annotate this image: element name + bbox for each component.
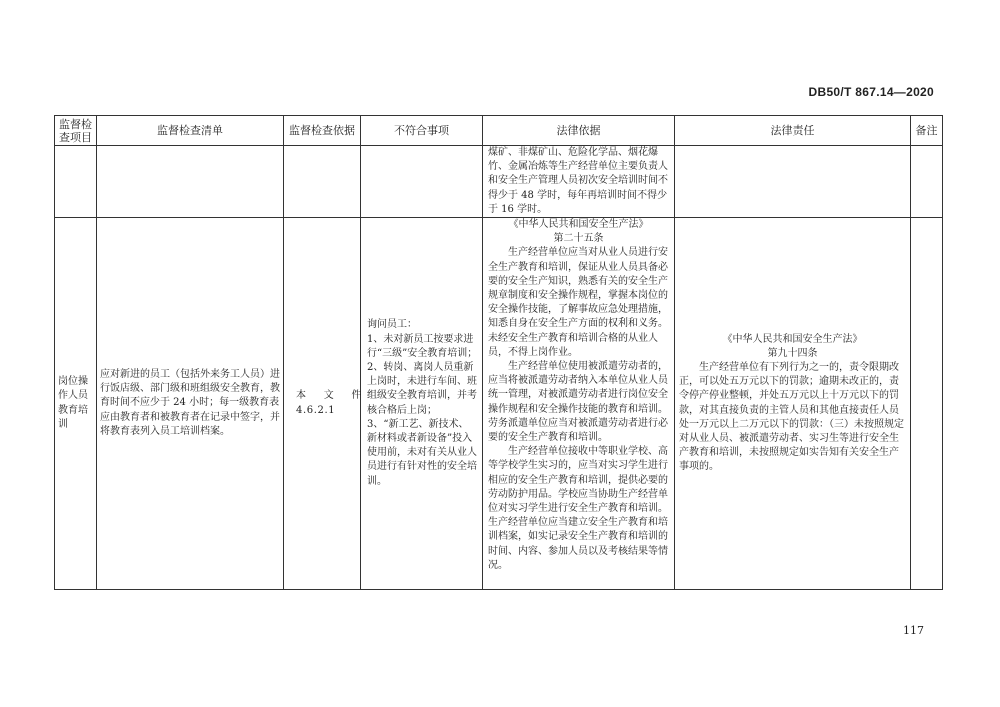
basis-clause-number: 4.6.2.1 [296,404,336,416]
resp-article: 第九十四条 [767,347,818,359]
cell-basis [284,146,361,218]
law-paragraph: 生产经营单位应当建立安全生产教育和培训档案，如实记录安全生产教育和培训的时间、内容、参加人员以及考核结果等情况。 [488,517,668,571]
law-title: 《中华人民共和国安全生产法》 [508,219,649,231]
cell-basis [284,218,361,590]
col-header-item: 监督检查项目 [55,116,97,146]
col-header-basis: 监督检查依据 [284,116,361,146]
law-paragraph: 生产经营单位使用被派遣劳动者的，应当将被派遣劳动者纳入本单位从业人员统一管理，对被派遣劳动者进行岗位安全操作规程和安全操作技能的教育和培训。劳务派遣单位应当对被派遣劳动者进行必要的安全生产教育和培训。 [488,361,668,444]
law-paragraph: 生产经营单位应当对从业人员进行安全生产教育和培训，保证从业人员具备必要的安全生产知识，熟悉有关的安全生产规章制度和安全操作规程，掌握本岗位的安全操作技能，了解事故应急处理措施，知悉自身在安全生产方面的权利和义务。未经安全生产教育和培训合格的从业人员，不得上岗作业。 [488,247,668,358]
law-paragraph: 生产经营单位接收中等职业学校、高等学校学生实习的，应当对实习学生进行相应的安全生产教育和培训，提供必要的劳动防护用品。学校应当协助生产经营单位对实习学生进行安全生产教育和培训。 [488,446,668,515]
page-number: 117 [903,624,924,637]
cell-issues [361,218,483,590]
col-header-issues: 不符合事项 [361,116,483,146]
cell-item [55,146,97,218]
cell-item: 岗位操作人员教育培训 [55,218,97,590]
issue-item: 询问员工： [367,319,417,331]
cell-remarks [911,146,943,218]
document-code: DB50/T 867.14—2020 [808,85,934,99]
table-row [55,146,943,218]
basis-document-ref [296,389,362,403]
table-header-row [55,116,943,146]
col-header-remarks: 备注 [911,116,943,146]
cell-responsibility [675,146,911,218]
resp-text: 生产经营单位有下列行为之一的，责令限期改正，可以处五万元以下的罚款；逾期未改正的，责令停产停业整顿，并处五万元以上十万元以下的罚款，对其直接负责的主管人员和其他直接责任人员处一万元以上二万元以下的罚款：（三）未按照规定对从业人员、被派遣劳动者、实习生等进行安全生产教育和培训，未按照规定如实告知有关安全生产事项的。 [679,361,904,473]
resp-title: 《中华人民共和国安全生产法》 [722,333,863,345]
cell-responsibility [675,218,911,590]
basis-char: 件 [351,390,362,402]
issue-item: 2、转岗、离岗人员重新上岗时，未进行车间、班组级安全教育培训，并考核合格后上岗； [367,361,477,416]
cell-remarks [911,218,943,590]
basis-char: 文 [323,390,335,402]
issue-item: 1、未对新员工按要求进行“三级”安全教育培训； [367,333,478,359]
col-header-law: 法律依据 [483,116,675,146]
table-row [55,218,943,590]
cell-issues [361,146,483,218]
inspection-table [54,115,943,590]
cell-checklist [97,146,284,218]
issue-item: 3、“新工艺、新技术、新材料或者新设备”投入使用前，未对有关从业人员进行有针对性的安全培训。 [367,418,477,487]
cell-law-continued: 煤矿、非煤矿山、危险化学品、烟花爆竹、金属冶炼等生产经营单位主要负责人和安全生产管理人员初次安全培训时间不得少于 48 学时，每年再培训时间不得少于 16 学时。 [483,146,675,218]
col-header-checklist: 监督检查清单 [97,116,284,146]
basis-char: 本 [296,390,307,402]
col-header-responsibility: 法律责任 [675,116,911,146]
cell-checklist: 应对新进的员工（包括外来务工人员）进行饭店级、部门级和班组级安全教育，教育时间不应少于 24 小时；每一级教育表应由教育者和被教育者在记录中签字，并将教育表列入员工培训档案。 [97,218,284,590]
law-article: 第二十五条 [553,233,604,245]
cell-law [483,218,675,590]
